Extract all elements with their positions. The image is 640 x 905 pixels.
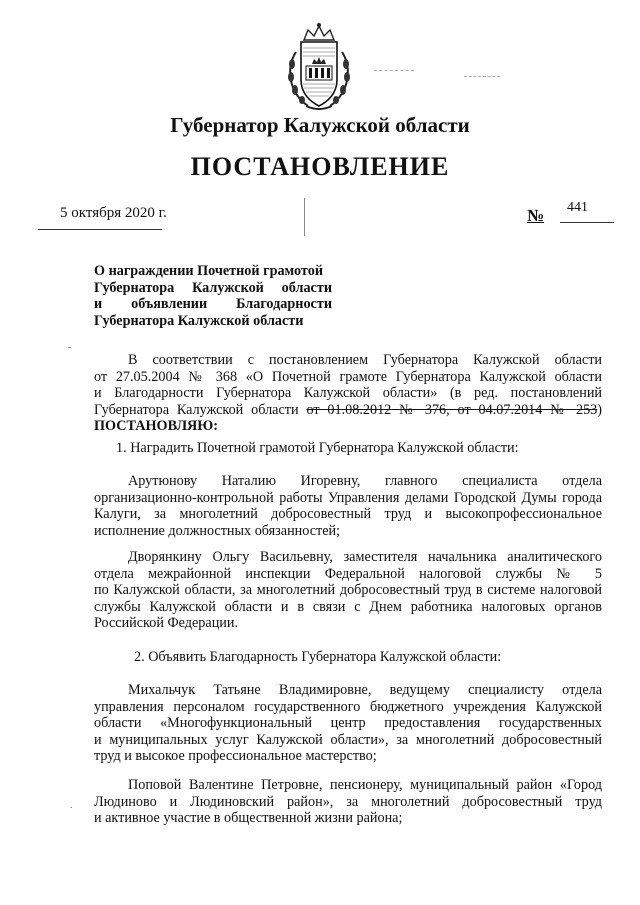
decree-title: ПОСТАНОВЛЕНИЕ [190, 152, 450, 181]
scan-artifact [464, 76, 500, 77]
text-fragment: ) [597, 401, 602, 418]
struck-text: от 01.08.2012 № 376, от 04.07.2014 № 253 [306, 401, 598, 418]
award-paragraph [94, 473, 602, 539]
text-line: и муниципальных услуг Калужской области», за многолетний добросовестный [94, 731, 602, 748]
scan-artifact: - [68, 342, 72, 353]
text-line: Калуги, за многолетний добросовестный труд и высокопрофессиональное [94, 506, 602, 523]
scan-artifact [304, 198, 305, 236]
number-label: № [527, 206, 545, 225]
governor-title: Губернатор Калужской области [170, 113, 470, 137]
text-line: труд и высокое профессиональное мастерство; [94, 748, 377, 765]
text-line: Людиново и Людиновский район», за многолетний добросовестный труд [94, 793, 602, 810]
subject-line: Губернатора Калужской области [94, 279, 332, 296]
item-heading: 1. Наградить Почетной грамотой Губернатора Калужской области: [116, 440, 519, 456]
scan-artifact [374, 70, 414, 71]
decree-number: 441 [567, 200, 588, 215]
text-line: Российской Федерации. [94, 615, 239, 632]
text-line: и Благодарности Губернатора Калужской области» (в ред. постановлений [94, 385, 602, 402]
number-underline [560, 222, 614, 223]
gratitude-paragraph [94, 682, 602, 765]
item-2 [94, 649, 602, 666]
subject-line: О награждении Почетной грамотой [94, 263, 323, 279]
text-line: организационно-контрольной работы Управления делами Городской Думы города [94, 489, 602, 506]
text-line: от 27.05.2004 № 368 «О Почетной грамоте Губернатора Калужской области [94, 368, 602, 385]
gratitude-paragraph [94, 777, 602, 827]
text-line: и активное участие в общественной жизни района; [94, 810, 403, 827]
item-heading: 2. Объявить Благодарность Губернатора Калужской области: [134, 649, 502, 665]
text-line: В соответствии с постановлением Губернатора Калужской области [128, 352, 602, 368]
text-line: управления персоналом государственного бюджетного учреждения Калужской [94, 698, 602, 715]
subject-line: Губернатора Калужской области [94, 312, 304, 329]
date-underline [38, 229, 162, 230]
text-line: Поповой Валентине Петровне, пенсионеру, муниципальный район «Город [128, 777, 602, 793]
text-line: Михальчук Татьяне Владимировне, ведущему специалисту отдела [128, 682, 602, 698]
text-line [94, 402, 602, 419]
coat-of-arms-icon [282, 22, 356, 114]
item-1 [94, 440, 602, 457]
text-fragment: Губернатора Калужской области [94, 401, 307, 418]
text-line: области «Многофункциональный центр предоставления государственных [94, 715, 602, 732]
resolve-word: ПОСТАНОВЛЯЮ: [94, 418, 219, 435]
decree-subject [94, 263, 332, 329]
text-line: Дворянкину Ольгу Васильевну, заместителя начальника аналитического [128, 549, 602, 565]
award-paragraph [94, 549, 602, 632]
decree-date: 5 октября 2020 г. [60, 205, 167, 221]
preamble [94, 352, 602, 435]
text-line: по Калужской области, за многолетний добросовестный труд в системе налоговой [94, 582, 602, 599]
text-line: исполнение должностных обязанностей; [94, 522, 341, 539]
scan-artifact: . [70, 800, 73, 811]
subject-line: и объявлении Благодарности [94, 296, 332, 312]
text-line: службы Калужской области и в связи с Днем работника налоговых органов [94, 598, 602, 615]
text-line: Арутюнову Наталию Игоревну, главного специалиста отдела [128, 473, 602, 489]
text-line: отдела межрайонной инспекции Федеральной налоговой службы № 5 [94, 565, 602, 582]
